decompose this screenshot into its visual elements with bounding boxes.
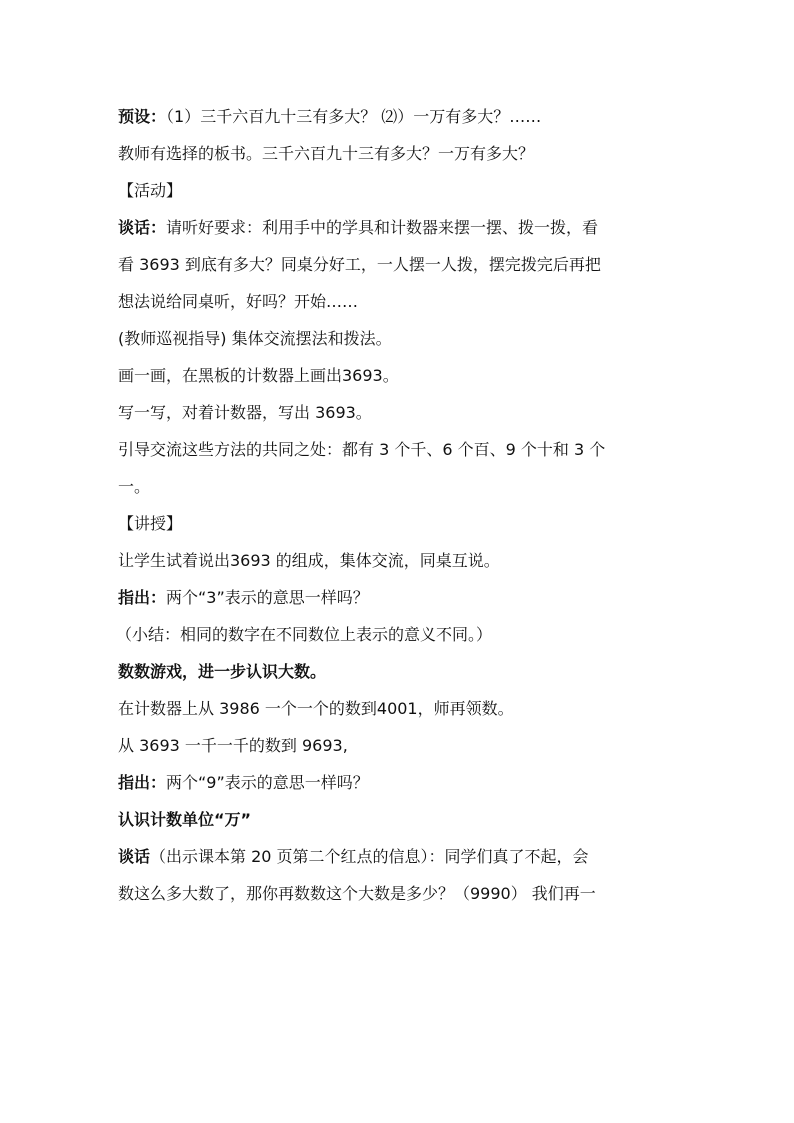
text-line <box>118 358 678 394</box>
line-label: 预设： <box>118 107 167 126</box>
line-text: 在计数器上从 3986 一个一个的数到4001，师再领数。 <box>118 699 514 718</box>
line-text: 请听好要求：利用手中的学具和计数器来摆一摆、拨一拨，看 <box>166 218 599 237</box>
text-line <box>118 469 678 505</box>
subheading-wan-unit <box>118 802 678 838</box>
document-body <box>118 99 678 913</box>
text-line <box>118 210 678 246</box>
line-text: 从 3693 一千一千的数到 9693, <box>118 736 348 755</box>
line-label: 谈话 <box>118 847 151 866</box>
line-text: 想法说给同桌听，好吗？开始…… <box>118 292 359 311</box>
line-label: 指出： <box>118 773 167 792</box>
text-line <box>118 284 678 320</box>
line-label: 指出： <box>118 588 167 607</box>
text-line <box>118 580 678 616</box>
text-line <box>118 728 678 764</box>
line-text: 写一写，对着计数器，写出 3693。 <box>118 403 372 422</box>
text-line <box>118 876 678 912</box>
line-text: 教师有选择的板书。三千六百九十三有多大？一万有多大？ <box>118 144 535 163</box>
line-text: 两个“3”表示的意思一样吗？ <box>166 588 369 607</box>
text-line <box>118 691 678 727</box>
line-text: 【活动】 <box>118 181 183 200</box>
line-text: 【讲授】 <box>118 514 183 533</box>
line-text: 让学生试着说出3693 的组成，集体交流，同桌互说。 <box>118 551 500 570</box>
line-label: 谈话： <box>118 218 167 237</box>
line-text: 一。 <box>118 477 151 496</box>
line-label: 认识计数单位“万” <box>118 810 252 829</box>
text-line <box>118 99 678 135</box>
line-text: （小结：相同的数字在不同数位上表示的意义不同。） <box>116 625 493 644</box>
subheading-counting-game <box>118 654 678 690</box>
line-text: （1）三千六百九十三有多大？ ⑵）一万有多大？…… <box>166 107 542 126</box>
text-line <box>118 543 678 579</box>
text-line <box>118 136 678 172</box>
line-text: 两个“9”表示的意思一样吗？ <box>166 773 369 792</box>
line-text: 引导交流这些方法的共同之处：都有 3 个千、6 个百、9 个十和 3 个 <box>118 440 606 459</box>
line-text: (教师巡视指导) 集体交流摆法和拨法。 <box>118 329 392 348</box>
text-line <box>118 765 678 801</box>
text-line <box>118 839 678 875</box>
text-line <box>118 321 678 357</box>
line-text: 画一画，在黑板的计数器上画出3693。 <box>118 366 399 385</box>
text-line <box>118 432 678 468</box>
line-text: 数这么多大数了，那你再数数这个大数是多少？（9990） 我们再一 <box>118 884 596 903</box>
section-heading-activity <box>118 173 678 209</box>
section-heading-lecture <box>118 506 678 542</box>
text-line <box>118 247 678 283</box>
line-text: 看 3693 到底有多大？同桌分好工，一人摆一人拨，摆完拨完后再把 <box>118 255 601 274</box>
text-line <box>116 617 678 653</box>
text-line <box>118 395 678 431</box>
line-text: （出示课本第 20 页第二个红点的信息）：同学们真了不起，会 <box>150 847 589 866</box>
line-label: 数数游戏，进一步认识大数。 <box>118 662 327 681</box>
